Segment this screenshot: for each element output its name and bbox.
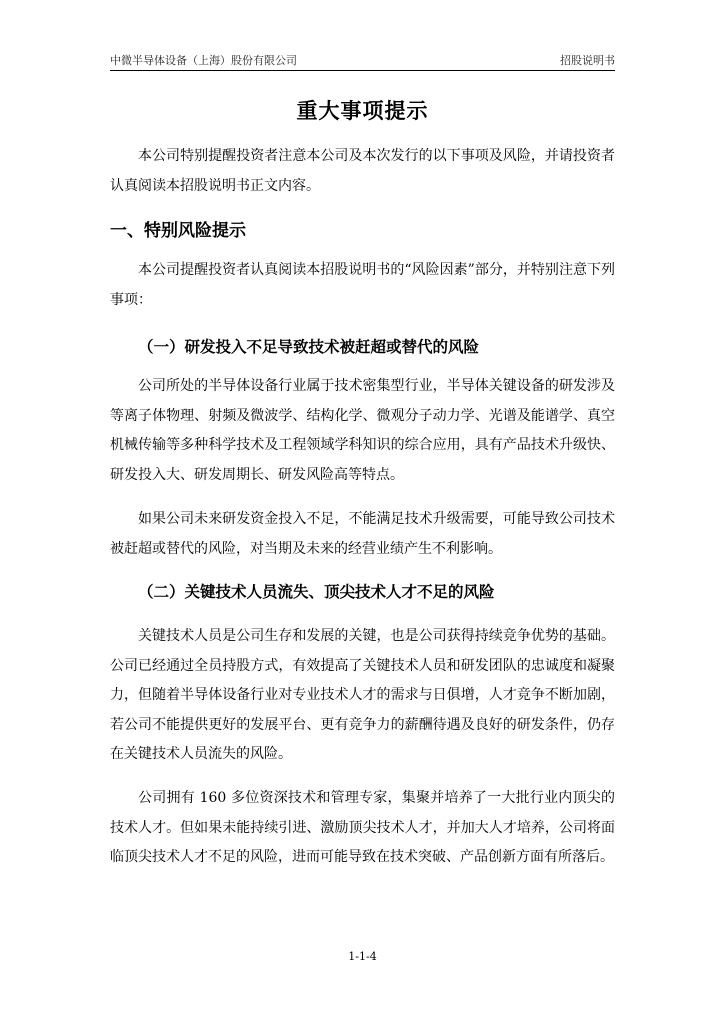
page-number: 1-1-4 [348, 950, 377, 963]
section-1-intro-paragraph: 本公司提醒投资者认真阅读本招股说明书的“风险因素”部分，并特别注意下列事项： [110, 262, 615, 308]
subsection-1-paragraph-2: 如果公司未来研发资金投入不足，不能满足技术升级需要，可能导致公司技术被赶超或替代的风险，对当期及未来的经营业绩产生不利影响。 [110, 511, 615, 557]
subsection-2-heading: （二）关键技术人员流失、顶尖技术人才不足的风险 [138, 583, 495, 601]
intro-paragraph: 本公司特别提醒投资者注意本公司及本次发行的以下事项及风险，并请投资者认真阅读本招股说明书正文内容。 [110, 148, 615, 194]
header-document-type: 招股说明书 [560, 54, 615, 67]
page-title: 重大事项提示 [296, 99, 429, 123]
subsection-2-paragraph-1: 关键技术人员是公司生存和发展的关键，也是公司获得持续竞争优势的基础。公司已经通过全员持股方式，有效提高了关键技术人员和研发团队的忠诚度和凝聚力，但随着半导体设备行业对专业技术人才的需求与日俱增，人才竞争不断加剧，若公司不能提供更好的发展平台、更有竞争力的薪酬待遇及良好的研发条件，仍存在关键技术人员流失的风险。 [110, 628, 615, 762]
subsection-2-paragraph-2: 公司拥有 160 多位资深技术和管理专家，集聚并培养了一大批行业内顶尖的技术人才。但如果未能持续引进、激励顶尖技术人才，并加大人才培养，公司将面临顶尖技术人才不足的风险，进而可能导致在技术突破、产品创新方面有所落后。 [110, 790, 615, 865]
page-header [110, 50, 615, 71]
section-1-heading: 一、特别风险提示 [110, 221, 246, 241]
header-company-name: 中微半导体设备（上海）股份有限公司 [110, 54, 297, 67]
subsection-1-paragraph-1: 公司所处的半导体设备行业属于技术密集型行业，半导体关键设备的研发涉及等离子体物理、射频及微波学、结构化学、微观分子动力学、光谱及能谱学、真空机械传输等多种科学技术及工程领域学科知识的综合应用，具有产品技术升级快、研发投入大、研发周期长、研发风险高等特点。 [110, 378, 615, 483]
subsection-1-heading: （一）研发投入不足导致技术被赶超或替代的风险 [138, 338, 480, 356]
